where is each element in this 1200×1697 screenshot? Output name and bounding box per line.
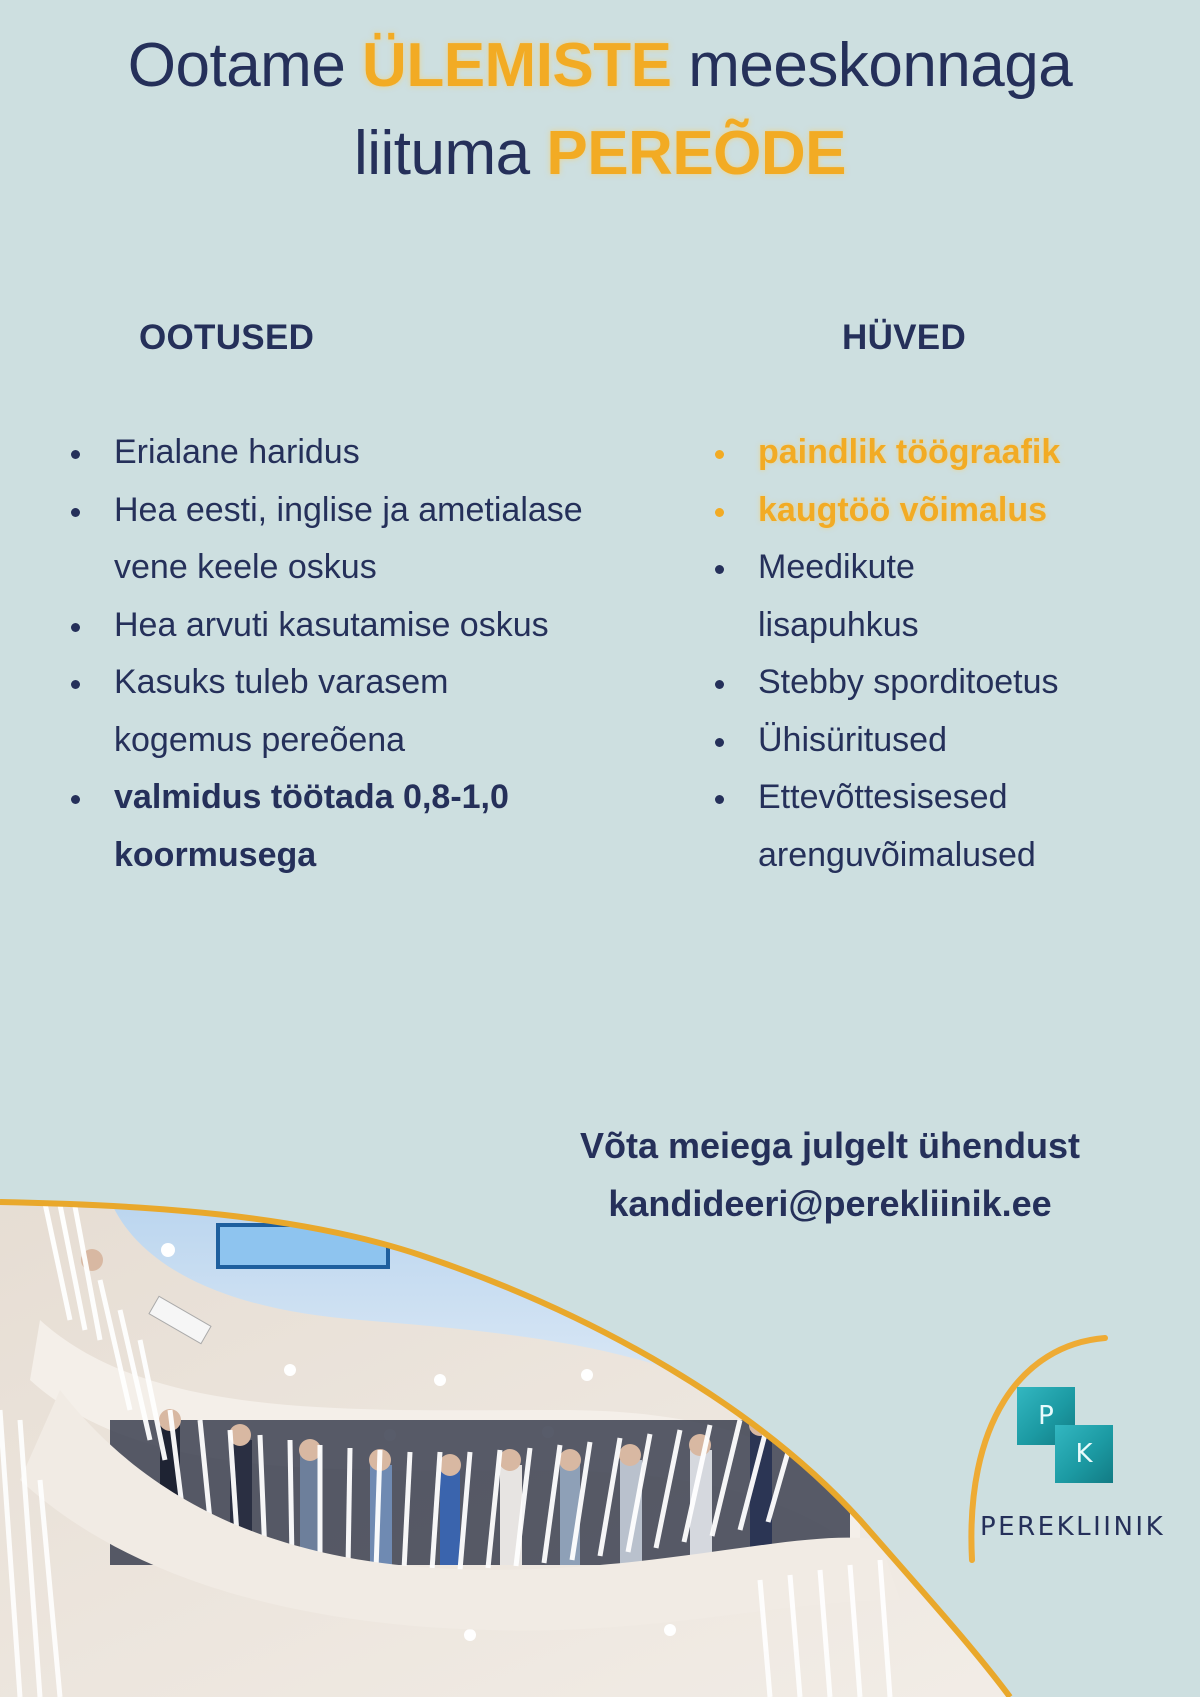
benefit-item: Ettevõttesisesed arenguvõimalused [712, 769, 1112, 884]
page-headline [0, 22, 1200, 198]
contact-email-link[interactable]: kandideeri@perekliinik.ee [608, 1183, 1052, 1224]
expectation-item: Erialane haridus [68, 424, 588, 482]
expectations-list [68, 424, 588, 884]
headline-highlight-role: PEREÕDE [546, 119, 847, 188]
logo-tile-p: P [1017, 1387, 1075, 1445]
headline-highlight-location: ÜLEMISTE [362, 31, 672, 100]
expectation-item-emphasized: valmidus töötada 0,8-1,0 koormusega [68, 769, 588, 884]
logo-tile-k: K [1055, 1425, 1113, 1483]
headline-line-2 [0, 110, 1200, 198]
benefit-item: Meedikute lisapuhkus [712, 539, 972, 654]
expectation-item: Kasuks tuleb varasem kogemus pereõena [68, 654, 588, 769]
benefit-item: Ühisüritused [712, 712, 1182, 770]
benefits-list [712, 424, 1182, 884]
expectation-item: Hea arvuti kasutamise oskus [68, 597, 588, 655]
headline-text: liituma [353, 119, 547, 188]
benefits-title: HÜVED [842, 318, 967, 357]
headline-text: Ootame [127, 31, 363, 100]
headline-text: meeskonnaga [671, 31, 1073, 100]
headline-line-1 [0, 22, 1200, 110]
contact-cta: Võta meiega julgelt ühendust [579, 1125, 1081, 1166]
logo-wordmark: PEREKLIINIK [980, 1512, 1166, 1542]
expectations-title: OOTUSED [139, 318, 315, 357]
benefit-item-highlighted: paindlik töögraafik [712, 424, 1182, 482]
expectation-item: Hea eesti, inglise ja ametialase vene keele oskus [68, 482, 588, 597]
benefit-item: Stebby sporditoetus [712, 654, 1182, 712]
benefit-item-highlighted: kaugtöö võimalus [712, 482, 1182, 540]
